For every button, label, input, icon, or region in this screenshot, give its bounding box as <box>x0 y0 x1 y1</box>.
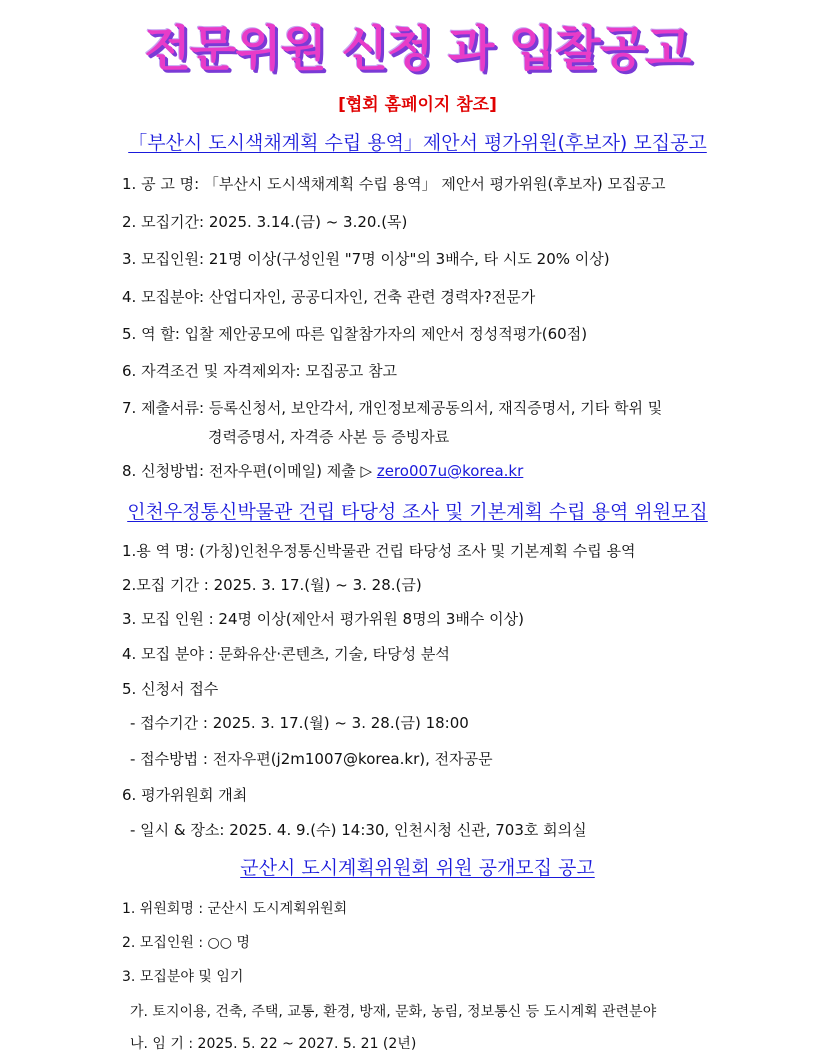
section1-item-5: 5. 역 할: 입찰 제안공모에 따른 입찰참가자의 제안서 정성적평가(60점) <box>122 325 588 343</box>
section2-item-4: 4. 모집 분야 : 문화유산·콘텐츠, 기술, 타당성 분석 <box>122 645 450 663</box>
section2-item-3: 3. 모집 인원 : 24명 이상(제안서 평가위원 8명의 3배수 이상) <box>122 610 524 628</box>
email-link[interactable]: zero007u@korea.kr <box>376 462 524 480</box>
section2-item-1: 1.용 역 명: (가칭)인천우정통신박물관 건립 타당성 조사 및 기본계획 수립 용역 <box>122 542 636 560</box>
section3-item-3b: 나. 임 기 : 2025. 5. 22 ~ 2027. 5. 21 (2년) <box>130 1036 417 1052</box>
section1-item-3: 3. 모집인원: 21명 이상(구성인원 "7명 이상"의 3배수, 타 시도 20% 이상) <box>122 250 610 268</box>
section2-item-5a: - 접수기간 : 2025. 3. 17.(월) ~ 3. 28.(금) 18:00 <box>130 714 469 732</box>
section1-item-2: 2. 모집기간: 2025. 3.14.(금) ~ 3.20.(목) <box>122 213 408 231</box>
section1-item-8-label: 8. 신청방법: 전자우편(이메일) 제출 ▷ <box>122 462 377 480</box>
section2-heading: 인천우정통신박물관 건립 타당성 조사 및 기본계획 수립 용역 위원모집 <box>127 501 708 523</box>
page-title: 전문위원 신청 과 입찰공고 <box>144 21 691 77</box>
section1-item-7-cont: 경력증명서, 자격증 사본 등 증빙자료 <box>208 428 450 446</box>
section2-item-5: 5. 신청서 접수 <box>122 680 219 698</box>
section3-heading: 군산시 도시계획위원회 위원 공개모집 공고 <box>240 857 595 879</box>
section1-item-8 <box>122 460 523 481</box>
section1-item-4: 4. 모집분야: 산업디자인, 공공디자인, 건축 관련 경력자?전문가 <box>122 288 536 306</box>
section3-item-3a: 가. 토지이용, 건축, 주택, 교통, 환경, 방재, 문화, 농림, 정보통신 등 도시계획 관련분야 <box>130 1004 657 1020</box>
page-subtitle: [협회 홈페이지 참조] <box>338 95 497 115</box>
section1-heading: 「부산시 도시색채계획 수립 용역」제안서 평가위원(후보자) 모집공고 <box>128 132 707 154</box>
section1-item-6: 6. 자격조건 및 자격제외자: 모집공고 참고 <box>122 362 398 380</box>
section1-item-1: 1. 공 고 명: 「부산시 도시색채계획 수립 용역」 제안서 평가위원(후보자) 모집공고 <box>122 175 666 193</box>
section2-item-6a: - 일시 & 장소: 2025. 4. 9.(수) 14:30, 인천시청 신관, 703호 회의실 <box>130 821 587 839</box>
section2-item-6: 6. 평가위원회 개최 <box>122 786 248 804</box>
section2-item-2: 2.모집 기간 : 2025. 3. 17.(월) ~ 3. 28.(금) <box>122 576 422 594</box>
section1-item-7: 7. 제출서류: 등록신청서, 보안각서, 개인정보제공동의서, 재직증명서, 기타 학위 및 <box>122 399 663 417</box>
section2-item-5b: - 접수방법 : 전자우편(j2m1007@korea.kr), 전자공문 <box>130 750 493 768</box>
section3-item-1: 1. 위원회명 : 군산시 도시계획위원회 <box>122 901 348 917</box>
section3-item-3: 3. 모집분야 및 임기 <box>122 969 244 985</box>
section3-item-2: 2. 모집인원 : ○○ 명 <box>122 935 250 951</box>
